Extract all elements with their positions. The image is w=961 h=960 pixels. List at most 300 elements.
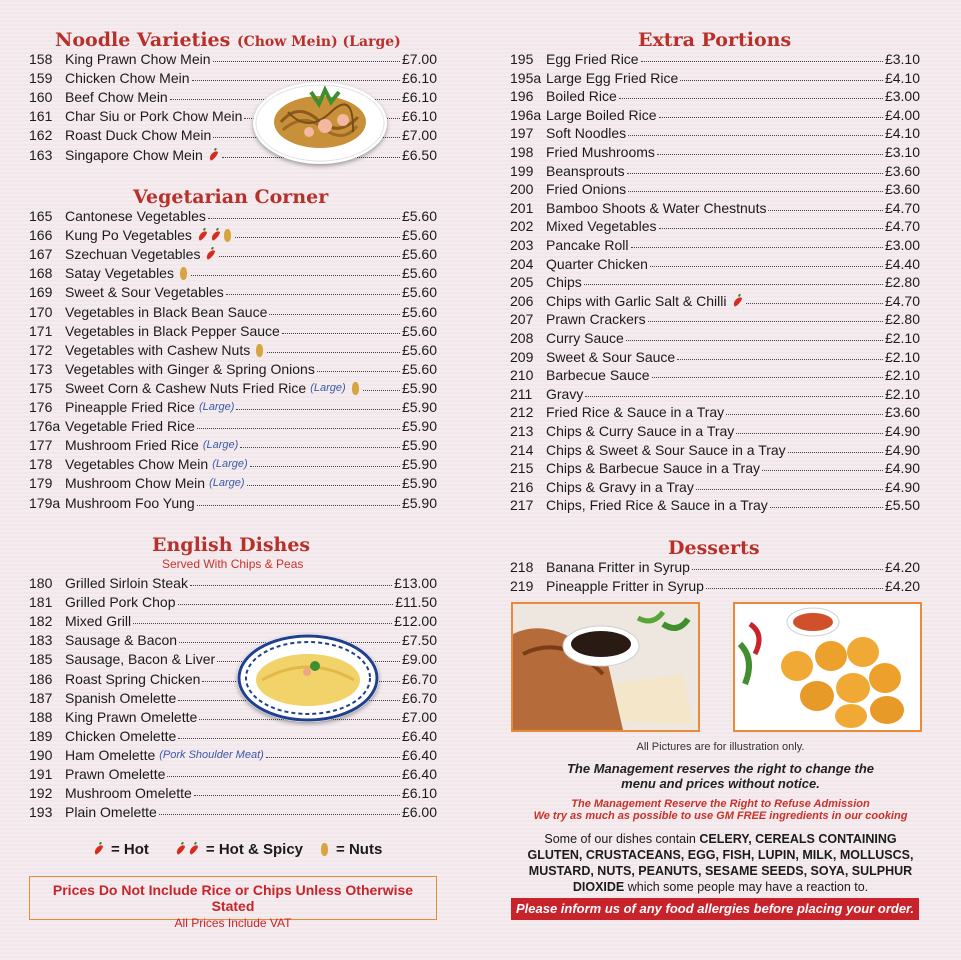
dot-leader [167,765,400,777]
dot-leader [770,496,883,508]
dot-leader [197,494,400,506]
item-price: £3.00 [884,237,920,253]
menu-item [510,348,920,367]
nut-icon [352,382,359,395]
dot-leader [133,612,392,624]
english-title: English Dishes [152,534,311,556]
dot-leader [247,474,400,486]
item-number: 219 [510,578,534,595]
menu-item [510,143,920,162]
allergen-list1: CELERY, CEREALS CONTAINING [699,832,897,846]
item-price: £2.10 [884,348,920,365]
menu-item [510,50,920,69]
illustration-note: All Pictures are for illustration only. [636,741,805,753]
item-number: 202 [510,218,534,235]
item-name: Vegetables with Cashew Nuts [65,341,251,358]
item-price: £5.60 [401,208,437,224]
item-price: £5.90 [401,379,437,396]
item-name: Soft Noodles [546,125,627,142]
item-name: Chicken Chow Mein [65,70,190,87]
item-number: 160 [29,89,53,106]
dot-leader [628,180,883,192]
item-name: Pancake Roll [546,237,629,253]
item-name: Sweet & Sour Sauce [546,348,676,365]
noodle-heading [55,29,401,51]
item-name: Sausage, Bacon & Liver [65,651,216,668]
dot-leader [235,226,400,238]
item-number: 217 [510,497,534,514]
item-price: £4.70 [884,199,920,216]
dot-leader [648,310,883,322]
item-number: 173 [29,360,53,377]
dot-leader [178,593,394,605]
dot-leader [191,264,400,276]
item-name: Vegetables in Black Bean Sauce [65,303,268,320]
item-price: £7.00 [401,708,437,725]
nut-icon [256,344,263,357]
item-number: 191 [29,766,53,782]
menu-item [29,474,437,493]
menu-item [29,226,437,245]
item-number: 215 [510,460,534,477]
item-name: Boiled Rice [546,88,617,105]
item-price: £6.40 [401,727,437,744]
item-price: £6.00 [401,804,437,821]
dot-leader [762,459,883,471]
menu-item [29,455,437,474]
refuse-line: The Management Reserve the Right to Refuse Admission [571,798,870,810]
dot-leader [282,322,400,334]
duck-dish-photo [511,602,700,732]
dot-leader [659,106,883,118]
item-name: Fried Mushrooms [546,144,655,160]
item-number: 167 [29,246,53,263]
menu-item [510,106,920,125]
item-name: Chips & Curry Sauce in a Tray [546,423,735,439]
noodle-dish-photo [253,82,387,164]
item-number: 172 [29,341,53,358]
extra-title: Extra Portions [638,29,792,51]
chili-icon [93,844,104,856]
item-price: £5.60 [401,303,437,320]
menu-item [510,496,920,515]
item-price: £5.50 [884,497,920,514]
dot-leader [178,727,400,739]
menu-item [29,803,437,822]
dot-leader [317,360,400,372]
menu-item [510,385,920,404]
item-price: £5.90 [401,475,437,492]
item-name: Char Siu or Pork Chow Mein [65,108,243,125]
item-price: £4.90 [884,423,920,439]
item-number: 212 [510,404,534,421]
item-price: £5.90 [401,456,437,473]
item-name: Beef Chow Mein [65,89,168,106]
menu-item [29,379,437,398]
item-number: 187 [29,689,53,706]
dot-leader [696,478,883,490]
item-number: 216 [510,478,534,495]
allergen-outro: which some people may have a reaction to. [627,880,869,894]
item-name: Pineapple Fried Rice [65,399,195,415]
item-name: Chips with Garlic Salt & Chilli [546,292,727,309]
item-number: 169 [29,284,53,301]
dot-leader [768,199,882,211]
chili-icon [188,844,199,856]
item-name: Sausage & Bacon [65,632,178,649]
dot-leader [659,217,883,229]
item-number: 203 [510,237,534,253]
menu-item [29,322,437,341]
item-name: King Prawn Omelette [65,708,198,725]
menu-item [29,494,437,513]
item-price: £2.10 [884,330,920,346]
item-number: 171 [29,322,53,339]
menu-item [29,245,437,264]
menu-item [510,124,920,143]
item-name: Mushroom Fried Rice [65,437,199,454]
item-name: Satay Vegetables [65,265,174,282]
menu-item [510,162,920,181]
item-name: Fried Onions [546,181,627,198]
dot-leader [240,436,400,448]
item-name: Pineapple Fritter in Syrup [546,578,704,595]
item-number: 192 [29,785,53,802]
menu-item [510,273,920,292]
menu-item [510,366,920,385]
item-icons [178,267,189,280]
item-price: £3.10 [884,144,920,160]
item-price: £6.50 [401,146,437,163]
menu-item [29,765,437,784]
chili-icon [210,230,221,242]
item-note: (Large) [202,439,239,452]
item-number: 213 [510,423,534,439]
vegetarian-title: Vegetarian Corner [133,186,329,208]
item-number: 211 [510,385,533,402]
item-name: Chips & Sweet & Sour Sauce in a Tray [546,441,786,458]
item-number: 185 [29,651,53,668]
dot-leader [250,455,400,467]
menu-item [510,69,920,88]
item-number: 196 [510,88,534,105]
menu-item [510,217,920,236]
menu-item [29,264,437,283]
item-name: Roast Duck Chow Mein [65,127,212,144]
item-number: 193 [29,804,53,821]
item-name: Chips & Gravy in a Tray [546,478,694,495]
item-price: £4.90 [884,441,920,458]
menu-item [29,727,437,746]
dot-leader [657,143,883,155]
item-name: Szechuan Vegetables [65,246,201,263]
dot-leader [726,403,883,415]
prices-notice-box [29,876,437,930]
item-price: £6.10 [401,89,437,106]
dot-leader [159,803,400,815]
allergy-banner: Please inform us of any food allergies before placing your order. [511,898,919,920]
chili-icon [208,149,219,161]
item-icons [207,153,220,158]
menu-item [29,398,437,417]
dot-leader [677,348,883,360]
item-icons [204,252,217,257]
item-name: Spanish Omelette [65,689,177,706]
item-name: Roast Spring Chicken [65,670,201,687]
menu-item [510,87,920,106]
item-note: (Large) [198,401,235,413]
item-name: Grilled Sirloin Steak [65,575,188,591]
chili-icon [197,230,208,242]
menu-item [510,236,920,255]
item-price: £5.60 [401,322,437,339]
item-price: £6.40 [401,766,437,782]
item-price: £2.10 [884,367,920,384]
item-price: £7.00 [401,127,437,144]
management-line1: The Management reserves the right to change the [566,761,875,776]
item-price: £3.00 [884,88,920,105]
legend-hot: = Hot [111,841,149,858]
item-number: 214 [510,441,534,458]
item-price: £6.10 [401,108,437,125]
item-name: Plain Omelette [65,804,157,821]
dot-leader [627,162,883,174]
item-number: 178 [29,456,53,473]
item-name: Quarter Chicken [546,255,648,272]
item-price: £5.90 [401,418,437,435]
item-name: Cantonese Vegetables [65,208,206,224]
item-name: Fried Rice & Sauce in a Tray [546,404,725,421]
legend-nuts: = Nuts [336,841,383,858]
item-number: 168 [29,265,53,282]
item-icons [731,299,744,304]
english-subtitle: Served With Chips & Peas [162,557,304,571]
item-name: Sweet & Sour Vegetables [65,284,224,301]
item-name: Bamboo Shoots & Water Chestnuts [546,199,767,216]
nut-icon [321,843,328,856]
dot-leader [190,574,392,586]
item-number: 179a [29,494,61,511]
allergen-list3: MUSTARD, NUTS, PEANUTS, SESAME SEEDS, SOYA, SULPHUR [528,864,913,878]
menu-item [510,255,920,274]
menu-item [29,746,437,765]
item-price: £2.80 [884,274,920,291]
prices-notice-line1: Prices Do Not Include Rice or Chips Unless Otherwise Stated [52,882,414,914]
item-price: £5.60 [401,265,437,282]
allergen-list2: GLUTEN, CRUSTACEANS, EGG, FISH, LUPIN, MILK, MOLLUSCS, [527,848,914,862]
chili-icon [175,844,186,856]
legend-hot-spicy: = Hot & Spicy [205,841,304,858]
menu-item [510,329,920,348]
item-number: 188 [29,708,53,725]
item-price: £3.60 [884,181,920,198]
item-price: £6.10 [401,70,437,87]
noodle-title-suffix: (Chow Mein) (Large) [236,34,401,50]
menu-item [29,417,437,436]
dot-leader [219,245,400,257]
item-name: Mushroom Omelette [65,785,192,802]
item-name: Chicken Omelette [65,727,177,744]
menu-item [510,478,920,497]
dot-leader [626,329,883,341]
dot-leader [692,558,883,570]
gm-free-line: We try as much as possible to use GM FREE ingredients in our cooking [533,810,908,822]
menu-item [510,310,920,329]
item-name: King Prawn Chow Mein [65,51,211,67]
chili-icon [732,295,743,307]
item-price: £5.90 [401,494,437,511]
fritter-dish-photo [733,602,922,732]
item-price: £4.70 [884,292,920,309]
item-price: £5.90 [401,399,437,415]
menu-item [510,403,920,422]
item-number: 165 [29,208,53,224]
dot-leader [226,283,400,295]
management-line2: menu and prices without notice. [621,776,820,791]
item-icons [350,382,361,395]
menu-item [29,436,437,455]
allergen-note [500,831,941,895]
item-name: Banana Fritter in Syrup [546,559,690,575]
item-name: Kung Po Vegetables [65,227,192,244]
item-number: 180 [29,575,53,591]
menu-item [510,441,920,460]
item-price: £2.80 [884,311,920,328]
item-name: Vegetables Chow Mein [65,456,209,473]
menu-item [29,207,437,226]
dot-leader [269,303,400,315]
item-note: (Pork Shoulder Meat) [159,748,264,761]
item-name: Chips [546,274,582,291]
item-name: Curry Sauce [546,330,624,346]
dot-leader [736,422,883,434]
item-number: 218 [510,559,534,575]
item-price: £11.50 [395,594,437,611]
dot-leader [267,341,400,353]
item-note: (Large) [209,477,245,490]
item-price: £4.70 [884,218,920,235]
item-number: 183 [29,632,53,649]
noodle-title: Noodle Varieties [55,29,231,51]
nut-icon [180,267,187,280]
item-price: £9.00 [401,651,437,668]
item-price: £6.70 [401,689,437,706]
dot-leader [631,236,883,248]
menu-item [29,593,437,612]
item-price: £5.60 [401,246,437,263]
item-note: (Large) [212,458,248,471]
menu-item [29,283,437,302]
menu-item [29,303,437,322]
item-name: Mixed Vegetables [546,218,657,235]
menu-item [29,360,437,379]
item-name: Gravy [546,385,584,402]
item-number: 208 [510,330,534,346]
dot-leader [194,784,400,796]
item-price: £3.10 [884,51,920,67]
item-price: £5.60 [401,227,437,244]
item-number: 190 [29,746,53,763]
item-price: £4.40 [884,255,920,272]
item-number: 196a [510,106,542,123]
item-number: 158 [29,51,53,67]
item-price: £6.70 [401,670,437,687]
desserts-title: Desserts [668,537,760,559]
item-price: £7.00 [401,51,437,67]
item-name: Large Egg Fried Rice [546,69,679,86]
menu-item [29,574,437,593]
item-name: Vegetables in Black Pepper Sauce [65,322,280,339]
item-name: Vegetables with Ginger & Spring Onions [65,360,315,377]
item-number: 175 [29,379,53,396]
menu-item [510,558,920,577]
management-note [480,761,961,791]
item-price: £6.10 [401,785,437,802]
item-number: 204 [510,255,534,272]
dot-leader [213,50,400,62]
item-number: 166 [29,227,53,244]
item-price: £2.10 [884,385,920,402]
item-price: £4.10 [884,125,920,142]
item-number: 209 [510,348,534,365]
menu-item [29,784,437,803]
item-price: £3.60 [884,404,920,421]
dot-leader [197,417,400,429]
dot-leader [236,398,400,410]
item-price: £5.60 [401,360,437,377]
dot-leader [650,255,883,267]
menu-item [510,292,920,311]
dot-leader [652,366,883,378]
dot-leader [788,441,883,453]
allergen-list4: DIOXIDE [572,880,625,894]
item-number: 179 [29,475,53,492]
item-name: Beansprouts [546,162,625,179]
item-price: £6.40 [401,746,437,763]
dot-leader [706,577,883,589]
item-number: 200 [510,181,534,198]
menu-item [510,199,920,218]
item-name: Barbecue Sauce [546,367,650,384]
item-name: Mushroom Foo Yung [65,494,195,511]
menu-item [29,612,437,631]
prices-notice-line2: All Prices Include VAT [174,916,292,930]
item-name: Mixed Grill [65,613,132,630]
item-number: 195a [510,69,542,86]
item-number: 161 [29,108,53,125]
item-number: 163 [29,146,53,163]
menu-item [510,180,920,199]
menu-item [510,577,920,596]
item-name: Egg Fried Rice [546,51,639,67]
nut-icon [224,229,231,242]
item-number: 210 [510,367,534,384]
item-price: £4.20 [884,559,920,575]
item-price: £3.60 [884,162,920,179]
admission-note [480,798,961,822]
item-name: Mushroom Chow Mein [65,475,206,492]
item-number: 182 [29,613,53,630]
item-price: £4.20 [884,578,920,595]
dot-leader [363,379,400,391]
item-price: £12.00 [394,613,437,630]
item-number: 198 [510,144,534,160]
item-price: £4.00 [884,106,920,123]
spice-legend [92,841,382,858]
chili-icon [206,249,217,261]
item-number: 197 [510,125,534,142]
dot-leader [680,69,883,81]
